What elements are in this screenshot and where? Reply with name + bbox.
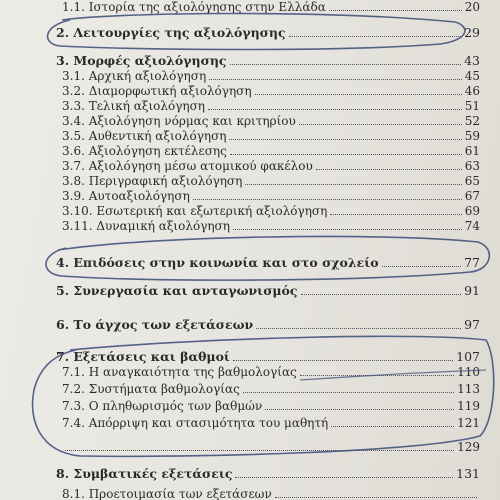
toc-page-number: 63 (464, 159, 480, 173)
toc-chapter-entry (56, 465, 480, 481)
toc-section-entry (62, 172, 480, 188)
toc-page-number: 107 (456, 349, 480, 364)
toc-section-entry (62, 485, 480, 500)
toc-page-number: 29 (464, 25, 480, 40)
toc-dot-leader (193, 198, 462, 200)
toc-page-number: 43 (464, 53, 480, 68)
toc-chapter-entry (56, 282, 480, 298)
toc-page-number: 67 (464, 189, 480, 203)
toc-dot-leader (299, 123, 462, 125)
toc-section-entry (62, 414, 480, 430)
toc-page-number: 69 (464, 204, 480, 218)
toc-entry-title: 3.6. Αξιολόγηση εκτέλεσης (62, 144, 227, 158)
toc-section-entry (62, 97, 480, 113)
toc-entry-title: 7. Εξετάσεις και βαθμοί (56, 349, 230, 364)
toc-page-number: 45 (464, 69, 480, 83)
toc-section-entry (62, 187, 480, 203)
toc-dot-leader (331, 425, 454, 427)
toc-dot-leader (229, 138, 461, 140)
toc-dot-leader (289, 35, 462, 37)
toc-dot-leader (255, 93, 462, 95)
toc-section-entry (62, 157, 480, 173)
toc-dot-leader (65, 449, 454, 451)
toc-dot-leader (265, 408, 454, 410)
toc-entry-title: 6. Το άγχος των εξετάσεων (56, 317, 254, 332)
toc-entry-title: 7.4. Απόρριψη και στασιμότητα του μαθητή (62, 416, 329, 430)
toc-page-number: 110 (457, 365, 480, 379)
toc-dot-leader (230, 153, 462, 155)
toc-page-number: 20 (464, 0, 480, 14)
toc-dot-leader (301, 293, 462, 295)
toc-dot-leader (382, 265, 461, 267)
toc-entry-title: 5. Συνεργασία και ανταγωνισμός (56, 283, 298, 298)
toc-page-number: 129 (457, 440, 480, 454)
toc-section-entry (62, 397, 480, 413)
toc-section-entry (62, 67, 480, 83)
toc-chapter-entry (56, 254, 480, 270)
toc-page-number: 61 (464, 144, 480, 158)
toc-entry-title: 7.3. Ο πληθωρισμός των βαθμών (62, 399, 263, 413)
toc-entry-title: 3.3. Τελική αξιολόγηση (62, 99, 205, 113)
toc-page-number: 51 (464, 99, 480, 113)
toc-page-number: 131 (456, 466, 480, 481)
toc-chapter-entry (56, 348, 480, 364)
toc-entry-title: 3.5. Αυθεντική αξιολόγηση (62, 129, 227, 143)
toc-page-number: 77 (464, 255, 480, 270)
toc-chapter-entry (56, 52, 480, 68)
toc-section-entry (62, 142, 480, 158)
toc-page-number: 121 (457, 416, 480, 430)
toc-entry-title: 7.2. Συστήματα βαθμολογίας (62, 382, 240, 396)
toc-entry-title: 3.7. Αξιολόγηση μέσω ατομικού φακέλου (62, 159, 313, 173)
toc-dot-leader (233, 359, 453, 361)
toc-entry-title: 3.1. Αρχική αξιολόγηση (62, 69, 207, 83)
toc-dot-leader (243, 391, 454, 393)
toc-dot-leader (256, 327, 461, 329)
toc-section-entry (62, 438, 480, 454)
toc-section-entry (62, 202, 480, 218)
toc-entry-title: 8.1. Προετοιμασία των εξετάσεων (62, 487, 272, 500)
toc-dot-leader (275, 496, 477, 498)
toc-page-number: 113 (457, 382, 480, 396)
toc-entry-title: 1.1. Ιστορία της αξιολόγησης στην Ελλάδα (62, 0, 326, 14)
toc-page-number: 52 (464, 114, 480, 128)
toc-entry-title: 4. Επιδόσεις στην κοινωνία και στο σχολείο (56, 255, 379, 270)
toc-dot-leader (208, 108, 462, 110)
toc-section-entry (62, 127, 480, 143)
toc-dot-leader (329, 9, 462, 11)
toc-chapter-entry (56, 24, 480, 40)
toc-entry-title: 3.9. Αυτοαξιολόγηση (62, 189, 190, 203)
toc-section-entry (62, 363, 480, 379)
toc-dot-leader (230, 63, 462, 65)
toc-page-number: 65 (464, 174, 480, 188)
toc-page-number: 119 (457, 399, 480, 413)
toc-dot-leader (300, 374, 454, 376)
toc-page-number: 97 (464, 317, 480, 332)
toc-page-number: 46 (464, 84, 480, 98)
toc-section-entry (62, 112, 480, 128)
toc-entry-title: 3.4. Αξιολόγηση νόρμας και κριτηρίου (62, 114, 296, 128)
toc-page-number: 59 (464, 129, 480, 143)
toc-entry-title: 7.1. Η αναγκαιότητα της βαθμολογίας (62, 365, 297, 379)
toc-entry-title: 3.2. Διαμορφωτική αξιολόγηση (62, 84, 252, 98)
toc-page-number: 74 (464, 219, 480, 233)
toc-dot-leader (235, 476, 453, 478)
toc-section-entry (62, 0, 480, 14)
toc-entry-title: 3.11. Δυναμική αξιολόγηση (62, 219, 230, 233)
toc-entry-title: 3. Μορφές αξιολόγησης (56, 53, 227, 68)
toc-section-entry (62, 217, 480, 233)
toc-dot-leader (245, 183, 461, 185)
toc-chapter-entry (56, 316, 480, 332)
toc-section-entry (62, 82, 480, 98)
toc-dot-leader (209, 78, 462, 80)
toc-section-entry (62, 380, 480, 396)
toc-dot-leader (233, 228, 462, 230)
toc-dot-leader (316, 168, 462, 170)
toc-page-number: 91 (464, 283, 480, 298)
toc-entry-title: 3.10. Εσωτερική και εξωτερική αξιολόγηση (62, 204, 328, 218)
toc-entry-title: 2. Λειτουργίες της αξιολόγησης (56, 25, 286, 40)
toc-entry-title: 8. Συμβατικές εξετάσεις (56, 466, 233, 481)
toc-dot-leader (330, 213, 461, 215)
toc-entry-title: 3.8. Περιγραφική αξιολόγηση (62, 174, 243, 188)
